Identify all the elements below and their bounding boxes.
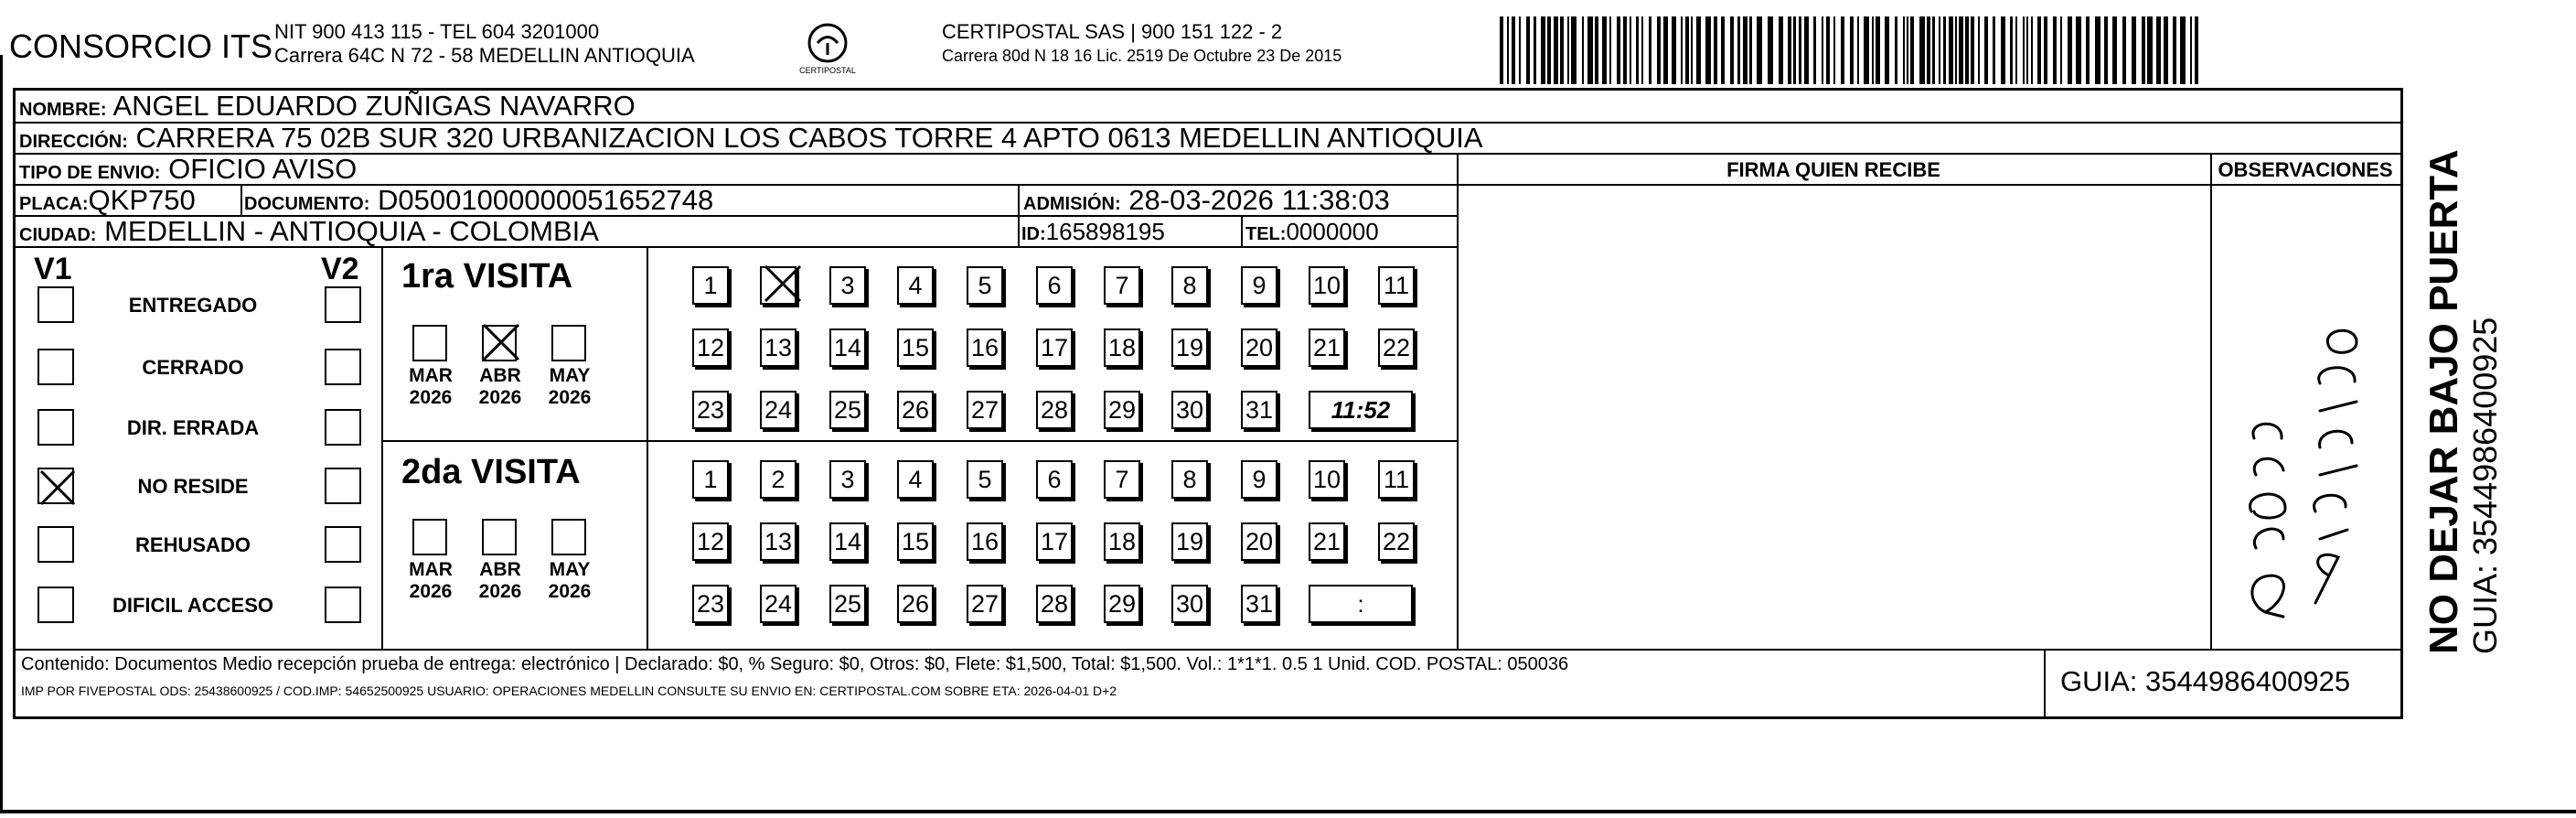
id-value: 165898195 (1045, 218, 1165, 245)
v1-checkbox-2[interactable] (37, 409, 74, 446)
day-box-11[interactable]: 11 (1378, 460, 1415, 499)
day-box-31[interactable]: 31 (1241, 391, 1277, 429)
day-box-4[interactable]: 4 (897, 266, 934, 305)
tipo-value: OFICIO AVISO (168, 153, 358, 185)
footer-contenido: Contenido: Documentos Medio recepción prueba de entrega: electrónico | Declarado: $0, % Seguro: $0, Otros: $0, Flete: $1,500, Total: $1,500. Vol.: 1*1*1. 0.5 1 Unid. COD. POSTAL: 050036 (21, 654, 1569, 674)
direccion-value: CARRERA 75 02B SUR 320 URBANIZACION LOS CABOS TORRE 4 APTO 0613 MEDELLIN ANTIOQUIA (135, 122, 1483, 154)
day-box-18[interactable]: 18 (1104, 522, 1140, 561)
visit2-title: 2da VISITA (401, 453, 581, 491)
v2-label: V2 (321, 252, 359, 286)
tel-value: 0000000 (1286, 218, 1379, 245)
placa-row (16, 186, 1457, 217)
day-box-16[interactable]: 16 (967, 522, 1003, 561)
day-box-25[interactable]: 25 (829, 391, 866, 429)
company-info (274, 20, 695, 68)
placa-value: QKP750 (88, 184, 196, 216)
delivery-form (13, 88, 2403, 719)
logo-caption: CERTIPOSTAL (799, 66, 856, 75)
day-box-6[interactable]: 6 (1036, 460, 1073, 499)
day-box-3[interactable]: 3 (829, 266, 866, 305)
day-box-27[interactable]: 27 (967, 585, 1003, 623)
side-warning (2421, 149, 2504, 654)
visit1-title: 1ra VISITA (401, 257, 573, 296)
v2-checkbox-0[interactable] (325, 286, 361, 323)
barcode (1500, 16, 2204, 84)
day-box-16[interactable]: 16 (967, 328, 1003, 367)
day-box-21[interactable]: 21 (1309, 328, 1345, 367)
day-box-20[interactable]: 20 (1241, 522, 1277, 561)
day-box-14[interactable]: 14 (829, 328, 866, 367)
month-checkbox-abr[interactable] (482, 519, 517, 555)
day-box-6[interactable]: 6 (1036, 266, 1073, 305)
side-guia-text: GUIA: 3544986400925 (2466, 317, 2504, 654)
day-box-19[interactable]: 19 (1171, 328, 1208, 367)
page-left-edge (0, 55, 3, 810)
day-box-31[interactable]: 31 (1241, 585, 1277, 623)
day-box-4[interactable]: 4 (897, 460, 934, 499)
day-box-1[interactable]: 1 (692, 266, 729, 305)
day-box-19[interactable]: 19 (1171, 522, 1208, 561)
company-address: Carrera 64C N 72 - 58 MEDELLIN ANTIOQUIA (274, 44, 695, 67)
day-box-13[interactable]: 13 (760, 328, 796, 367)
handwritten-observation (2229, 246, 2393, 630)
day-box-30[interactable]: 30 (1171, 391, 1208, 429)
certipostal-logo-icon (805, 20, 850, 66)
day-box-7[interactable]: 7 (1104, 460, 1140, 499)
time-box[interactable]: 11:52 (1309, 391, 1413, 429)
day-box-3[interactable]: 3 (829, 460, 866, 499)
id-label: ID: (1021, 224, 1046, 244)
day-box-13[interactable]: 13 (760, 522, 796, 561)
visit2-month-block (381, 442, 647, 649)
documento-value: D05001000000051652748 (378, 184, 714, 216)
month-label: ABR 2026 (478, 365, 522, 408)
month-label: MAY 2026 (548, 365, 592, 408)
month-label: ABR 2026 (478, 559, 522, 602)
day-box-8[interactable]: 8 (1171, 266, 1208, 305)
day-box-26[interactable]: 26 (897, 391, 934, 429)
month-check-mark-icon (480, 321, 522, 363)
day-box-10[interactable]: 10 (1309, 460, 1345, 499)
day-box-21[interactable]: 21 (1309, 522, 1345, 561)
status-option-label: ENTREGADO (128, 294, 258, 317)
tipo-label: TIPO DE ENVIO: (19, 163, 161, 183)
month-label: MAY 2026 (548, 559, 592, 602)
ciudad-label: CIUDAD: (19, 225, 97, 245)
v2-checkbox-4[interactable] (325, 526, 361, 563)
v2-checkbox-5[interactable] (325, 587, 361, 623)
v2-checkbox-3[interactable] (325, 468, 361, 504)
day-box-5[interactable]: 5 (967, 460, 1003, 499)
company-nit: NIT 900 413 115 - TEL 604 3201000 (274, 20, 600, 43)
v1-check-mark-icon (37, 468, 78, 508)
direccion-label: DIRECCIÓN: (19, 132, 128, 152)
side-warning-text: NO DEJAR BAJO PUERTA (2421, 149, 2466, 654)
day-box-17[interactable]: 17 (1036, 522, 1073, 561)
day-box-29[interactable]: 29 (1104, 585, 1140, 623)
status-option-label: CERRADO (142, 356, 244, 379)
admision-label: ADMISIÓN: (1023, 194, 1121, 214)
day-box-12[interactable]: 12 (692, 328, 729, 367)
day-box-27[interactable]: 27 (967, 391, 1003, 429)
status-option-label: DIR. ERRADA (126, 416, 260, 439)
day-box-28[interactable]: 28 (1036, 391, 1073, 429)
month-checkbox-may[interactable] (551, 519, 586, 555)
v1-checkbox-1[interactable] (37, 349, 74, 385)
day-box-22[interactable]: 22 (1378, 328, 1415, 367)
v1-label: V1 (34, 252, 72, 286)
nombre-value: ANGEL EDUARDO ZUÑIGAS NAVARRO (112, 90, 636, 122)
day-box-5[interactable]: 5 (967, 266, 1003, 305)
visit1-days-block (647, 248, 1457, 440)
day-box-28[interactable]: 28 (1036, 585, 1073, 623)
month-label: MAR 2026 (409, 365, 453, 408)
certipostal-info (942, 20, 1341, 68)
day-box-2[interactable]: 2 (760, 460, 796, 499)
day-box-22[interactable]: 22 (1378, 522, 1415, 561)
status-option-label: DIFICIL ACCESO (112, 594, 273, 617)
v1-checkbox-5[interactable] (37, 587, 74, 623)
day-box-9[interactable]: 9 (1241, 460, 1277, 499)
page-bottom-edge (0, 810, 2576, 813)
firma-label: FIRMA QUIEN RECIBE (1457, 155, 2210, 186)
tipo-row (16, 155, 1457, 186)
certipostal-nit: CERTIPOSTAL SAS | 900 151 122 - 2 (942, 20, 1283, 43)
status-option-label: REHUSADO (135, 533, 251, 556)
day-box-25[interactable]: 25 (829, 585, 866, 623)
company-name: CONSORCIO ITS (9, 27, 273, 65)
day-box-15[interactable]: 15 (897, 328, 934, 367)
month-label: MAR 2026 (409, 559, 453, 602)
day-box-26[interactable]: 26 (897, 585, 934, 623)
v2-checkbox-2[interactable] (325, 409, 361, 446)
visit2-days-block (647, 442, 1457, 649)
day-box-29[interactable]: 29 (1104, 391, 1140, 429)
day-box-9[interactable]: 9 (1241, 266, 1277, 305)
observaciones-label: OBSERVACIONES (2210, 155, 2400, 186)
v1-checkbox-4[interactable] (37, 526, 74, 563)
day-box-8[interactable]: 8 (1171, 460, 1208, 499)
day-box-23[interactable]: 23 (692, 585, 729, 623)
nombre-label: NOMBRE: (19, 100, 107, 120)
month-checkbox-mar[interactable] (412, 325, 447, 361)
time-box[interactable]: : (1309, 585, 1413, 623)
day-box-20[interactable]: 20 (1241, 328, 1277, 367)
ciudad-value: MEDELLIN - ANTIOQUIA - COLOMBIA (104, 215, 599, 247)
footer-guia: GUIA: 3544986400925 (2060, 665, 2351, 697)
status-block (16, 248, 381, 649)
day-box-14[interactable]: 14 (829, 522, 866, 561)
day-box-1[interactable]: 1 (692, 460, 729, 499)
day-box-10[interactable]: 10 (1309, 266, 1345, 305)
day-box-11[interactable]: 11 (1378, 266, 1415, 305)
tel-label: TEL: (1245, 224, 1287, 244)
day-box-7[interactable]: 7 (1104, 266, 1140, 305)
day-box-24[interactable]: 24 (760, 585, 796, 623)
footer-imp: IMP POR FIVEPOSTAL ODS: 25438600925 / COD.IMP: 54652500925 USUARIO: OPERACIONES MEDELLIN CONSULTE SU ENVIO EN: CERTIPOSTAL.COM SOBRE ETA: 2026-04-01 D+2 (21, 683, 1117, 698)
day-box-24[interactable]: 24 (760, 391, 796, 429)
day-box-15[interactable]: 15 (897, 522, 934, 561)
nombre-row (16, 91, 2400, 124)
day-check-mark-icon (762, 263, 804, 305)
placa-label: PLACA: (19, 194, 89, 214)
day-box-17[interactable]: 17 (1036, 328, 1073, 367)
month-checkbox-mar[interactable] (412, 519, 447, 555)
month-checkbox-may[interactable] (551, 325, 586, 361)
visit1-month-block (381, 248, 647, 440)
status-option-label: NO RESIDE (137, 475, 249, 498)
day-box-23[interactable]: 23 (692, 391, 729, 429)
day-box-12[interactable]: 12 (692, 522, 729, 561)
documento-label: DOCUMENTO: (244, 194, 370, 214)
v1-checkbox-0[interactable] (37, 286, 74, 323)
v2-checkbox-1[interactable] (325, 349, 361, 385)
certipostal-address: Carrera 80d N 18 16 Lic. 2519 De Octubre 23 De 2015 (942, 47, 1342, 65)
day-box-18[interactable]: 18 (1104, 328, 1140, 367)
direccion-row (16, 124, 2400, 155)
admision-value: 28-03-2026 11:38:03 (1128, 184, 1390, 216)
day-box-30[interactable]: 30 (1171, 585, 1208, 623)
